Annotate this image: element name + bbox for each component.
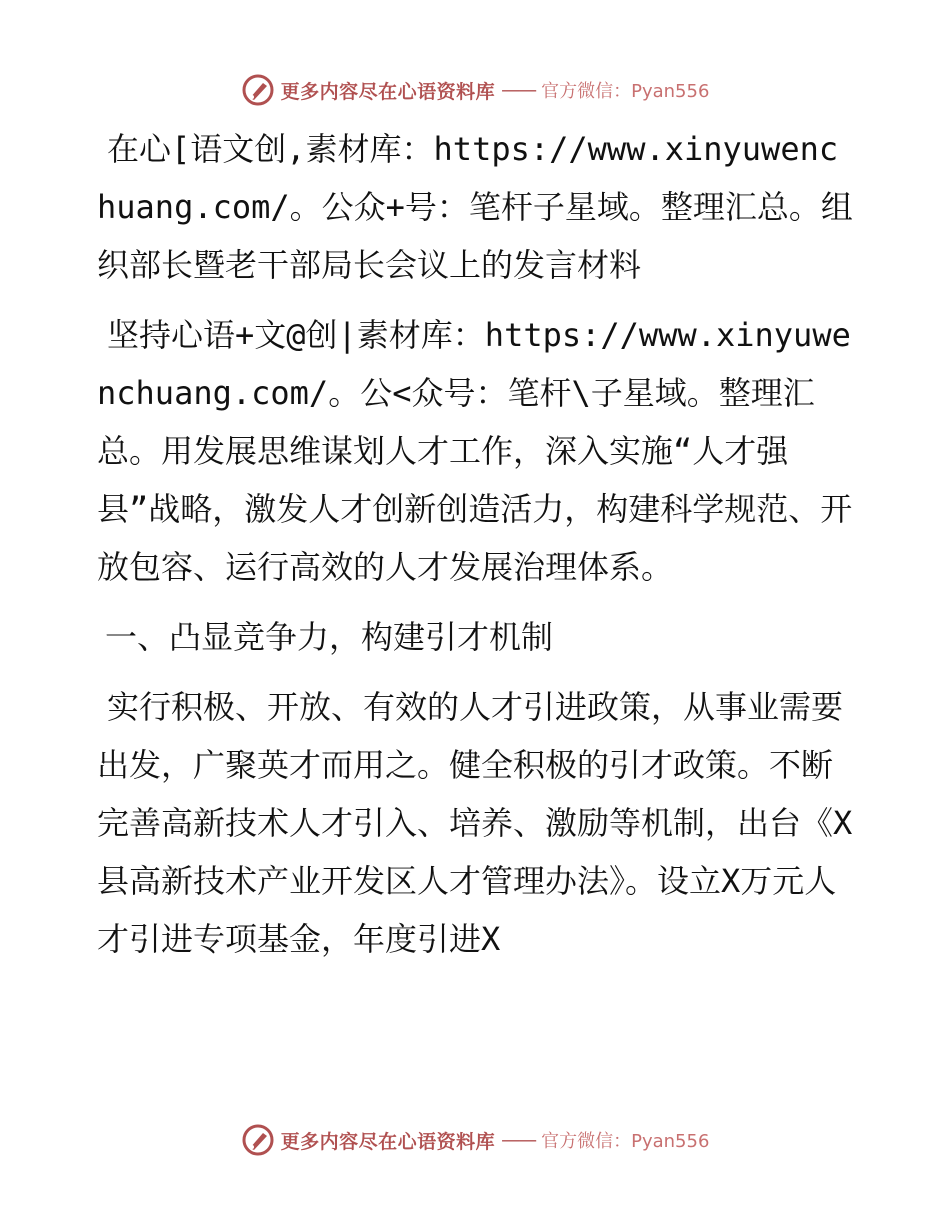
brush-pen-logo-icon — [241, 1123, 275, 1157]
paragraph-overview: 坚持心语+文@创|素材库：https://www.xinyuwenchuang.com/。公<众号：笔杆\子星域。整理汇总。用发展思维谋划人才工作，深入实施“人才强县”战略，激发人才创新创造活力，构建科学规范、开放包容、运行高效的人才发展治理体系。 — [97, 316, 853, 586]
brush-pen-logo-icon — [241, 73, 275, 107]
footer-watermark-banner — [0, 1120, 950, 1160]
section-heading: 一、凸显竞争力，构建引才机制 — [105, 618, 554, 656]
watermark-separator: —— — [501, 1129, 536, 1151]
paragraph-section-body: 实行积极、开放、有效的人才引进政策，从事业需要出发，广聚英才而用之。健全积极的引才政策。不断完善高新技术人才引入、培养、激励等机制，出台《X县高新技术产业开发区人才管理办法》。设立X万元人才引进专项基金，年度引进X — [97, 688, 853, 958]
watermark-main-text: 更多内容尽在心语资料库 — [280, 80, 496, 103]
watermark-wechat-text: 官方微信：Pyan556 — [541, 1131, 710, 1152]
header-watermark-banner — [0, 70, 950, 110]
watermark-main-text: 更多内容尽在心语资料库 — [280, 1130, 496, 1153]
watermark-wechat-text: 官方微信：Pyan556 — [541, 81, 710, 102]
document-body — [97, 120, 857, 980]
watermark-separator: —— — [501, 79, 536, 101]
paragraph-intro: 在心[语文创,素材库：https://www.xinyuwenchuang.com/。公众+号：笔杆子星域。整理汇总。组织部长暨老干部局长会议上的发言材料 — [97, 130, 853, 284]
